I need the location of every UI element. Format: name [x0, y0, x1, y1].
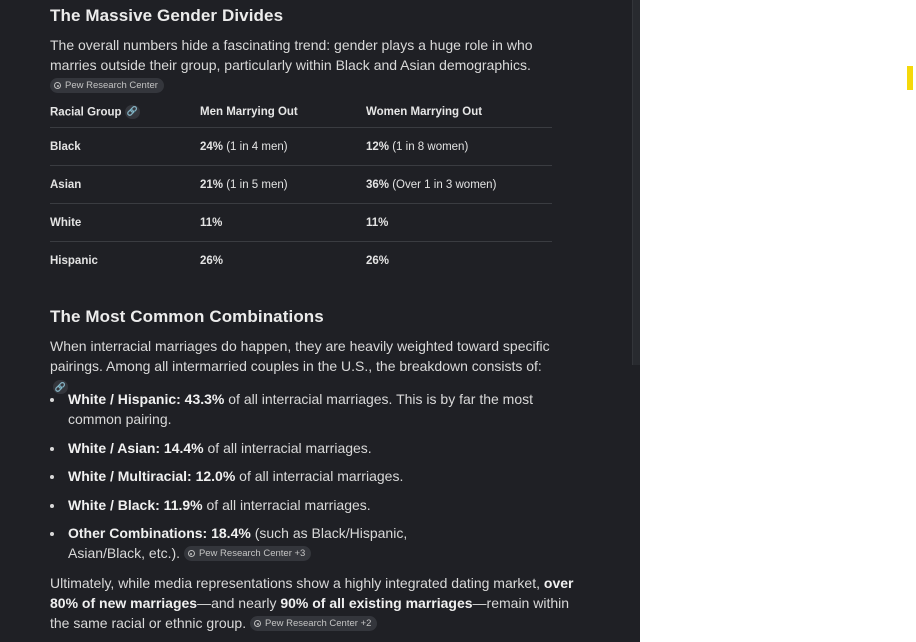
source-chip[interactable]: Pew Research Center +3	[184, 546, 311, 561]
table-header: Women Marrying Out	[366, 96, 552, 128]
combinations-intro: When interracial marriages do happen, they are heavily weighted toward specific pairings. Among all intermarried couples in the U.S., the breakdown consists of:🔗	[50, 338, 550, 392]
list-item: Other Combinations: 18.4% (such as Black/Hispanic, Asian/Black, etc.). Pew Research Center +3	[50, 523, 458, 563]
table-cell-group: Hispanic	[50, 254, 98, 267]
table-cell-men: 21% (1 in 5 men)	[200, 166, 366, 204]
table-header: Racial Group 🔗	[50, 96, 200, 128]
list-item: White / Hispanic: 43.3% of all interracial marriages. This is by far the most common pairing.	[50, 389, 570, 429]
table-cell-group: Black	[50, 128, 200, 166]
table-row	[50, 166, 552, 204]
source-chip[interactable]: Pew Research Center	[50, 78, 164, 93]
section-heading-combinations: The Most Common Combinations	[50, 307, 324, 326]
table-header-row	[50, 96, 552, 128]
table-cell-men: 11%	[200, 204, 366, 242]
list-item: White / Asian: 14.4% of all interracial marriages.	[50, 438, 570, 458]
bullet-icon	[50, 398, 54, 402]
source-dot-icon	[188, 550, 195, 557]
source-chip[interactable]: Pew Research Center +2	[250, 616, 377, 631]
source-dot-icon	[54, 82, 61, 89]
table-cell-group: Asian	[50, 166, 200, 204]
bullet-icon	[50, 475, 54, 479]
table-row	[50, 204, 552, 242]
highlight-marker	[907, 66, 913, 90]
bullet-icon	[50, 504, 54, 508]
section-heading-gender-divides: The Massive Gender Divides	[50, 6, 284, 25]
table-cell-men: 24% (1 in 4 men)	[200, 128, 366, 166]
table-cell-women: 26%	[366, 254, 390, 267]
source-dot-icon	[254, 620, 261, 627]
table-row	[50, 242, 552, 280]
list-item: White / Black: 11.9% of all interracial marriages.	[50, 495, 570, 515]
bullet-icon	[50, 532, 54, 536]
table-cell-women: 12% (1 in 8 women)	[366, 128, 552, 166]
combinations-list	[50, 389, 570, 572]
gender-table	[50, 96, 552, 279]
table-cell-women: 36% (Over 1 in 3 women)	[366, 166, 552, 204]
blank-area	[640, 0, 916, 642]
link-icon[interactable]: 🔗	[54, 382, 67, 392]
table-cell-men: 26%	[200, 254, 224, 267]
gender-divides-intro: The overall numbers hide a fascinating trend: gender plays a huge role in who marries outside their group, particularly within Black and Asian demographics. Pew Research Center	[50, 37, 533, 91]
table-row	[50, 128, 552, 166]
table-cell-women: 11%	[366, 204, 552, 242]
scrollbar[interactable]	[632, 0, 640, 365]
table-cell-group: White	[50, 204, 200, 242]
conclusion-paragraph: Ultimately, while media representations show a highly integrated dating market, over 80% of new marriages—and nearly 90% of all existing marriages—remain within the same racial or ethnic group. Pew Research Center +2	[50, 575, 574, 631]
table-header: Men Marrying Out	[200, 96, 366, 128]
link-icon[interactable]: 🔗	[125, 105, 140, 119]
list-item: White / Multiracial: 12.0% of all interracial marriages.	[50, 466, 570, 486]
bullet-icon	[50, 447, 54, 451]
